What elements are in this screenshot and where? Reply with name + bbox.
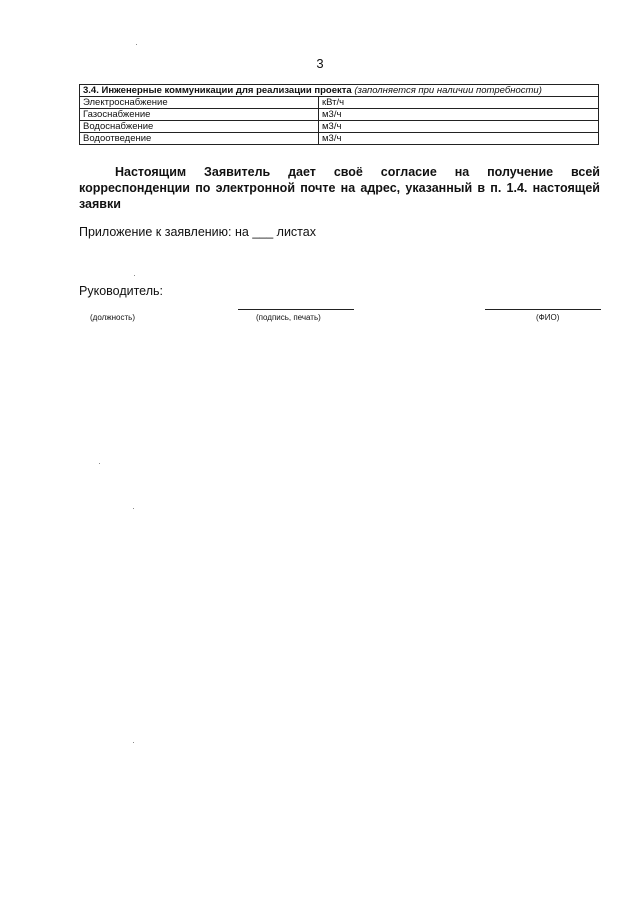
table-heading-cell xyxy=(80,85,599,97)
table-heading: 3.4. Инженерные коммуникации для реализации проекта xyxy=(83,85,352,96)
utility-unit: м3/ч xyxy=(319,109,599,121)
scan-speck xyxy=(133,508,134,509)
head-label: Руководитель: xyxy=(79,284,164,298)
table-header-row xyxy=(80,85,599,97)
utility-name: Водоснабжение xyxy=(80,121,319,133)
utility-unit: кВт/ч xyxy=(319,97,599,109)
table-heading-note: (заполняется при наличии потребности) xyxy=(354,85,542,96)
utility-name: Водоотведение xyxy=(80,133,319,145)
signature-line xyxy=(238,309,354,310)
utility-name: Газоснабжение xyxy=(80,109,319,121)
utility-unit: м3/ч xyxy=(319,121,599,133)
scan-speck xyxy=(136,44,137,45)
scan-speck xyxy=(99,463,100,464)
consent-paragraph: Настоящим Заявитель дает своё согласие на получение всей корреспонденции по электронной почте на адрес, указанный в п. 1.4. настоящей заявки xyxy=(79,165,600,211)
utilities-table xyxy=(79,84,599,145)
position-caption: (должность) xyxy=(90,313,135,322)
table-row xyxy=(80,133,599,145)
page-number: 3 xyxy=(316,56,324,71)
full-name-caption: (ФИО) xyxy=(536,313,560,322)
scan-speck xyxy=(133,742,134,743)
table-row xyxy=(80,97,599,109)
attachment-line: Приложение к заявлению: на ___ листах xyxy=(79,225,316,239)
signature-caption: (подпись, печать) xyxy=(256,313,321,322)
utility-unit: м3/ч xyxy=(319,133,599,145)
scan-speck xyxy=(134,275,135,276)
table-row xyxy=(80,109,599,121)
table-row xyxy=(80,121,599,133)
full-name-line xyxy=(485,309,601,310)
utility-name: Электроснабжение xyxy=(80,97,319,109)
